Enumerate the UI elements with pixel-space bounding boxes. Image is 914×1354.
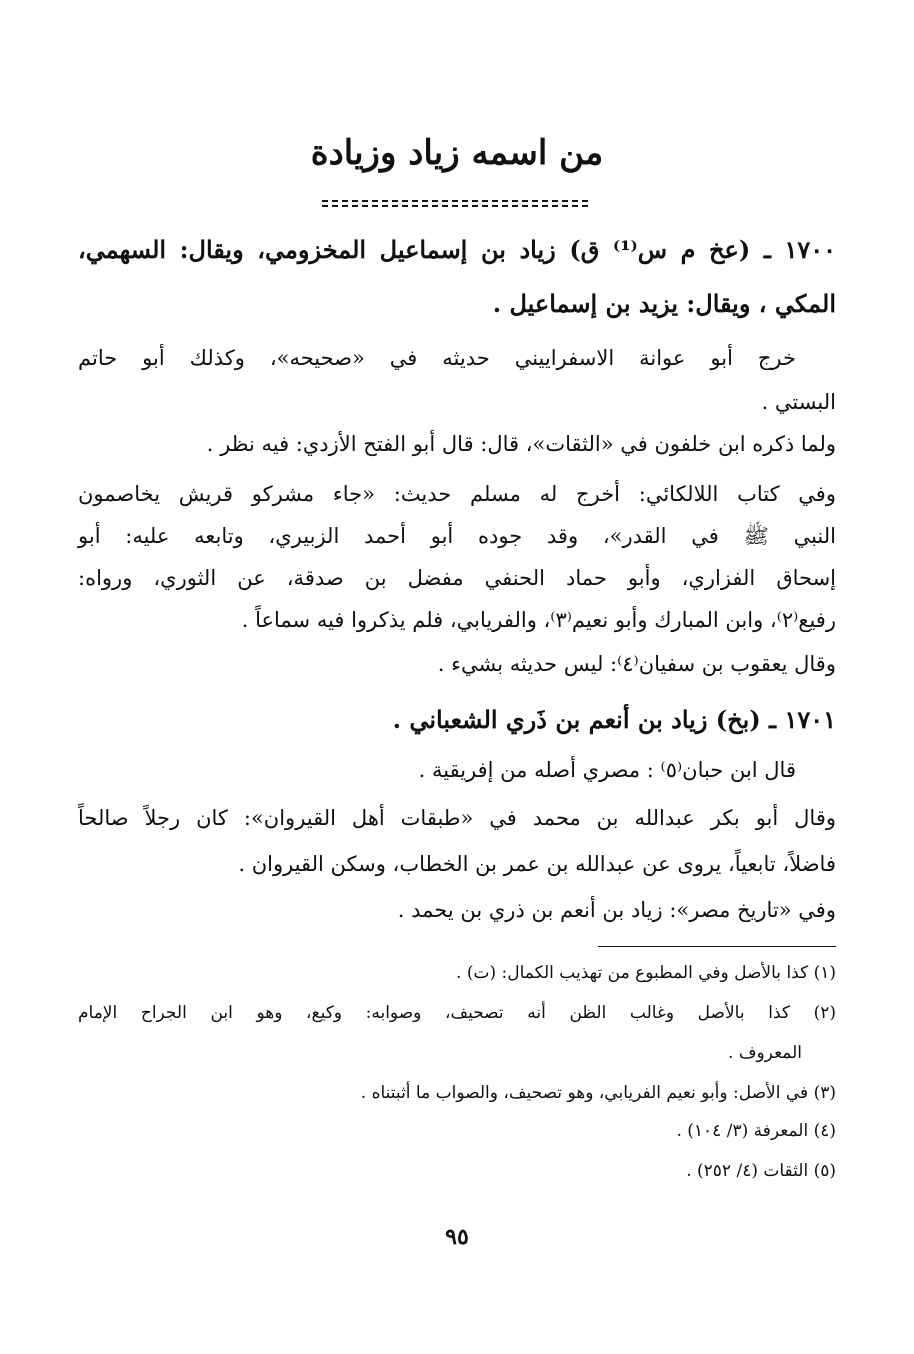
footnote-2-line-1: (٢) كذا بالأصل وغالب الظن أنه تصحيف، وصوابه: وكيع، وهو ابن الجراح الإمام: [78, 1003, 836, 1023]
page-number: ٩٥: [445, 1224, 469, 1250]
entry-1700-paragraph-3-line-2: النبي ﷺ في القدر»، وقد جوده أبو أحمد الزبيري، وتابعه عليه: أبو: [78, 524, 836, 548]
entry-1700-paragraph-3-line-1: وفي كتاب اللالكائي: أخرج له مسلم حديث: «جاء مشركو قريش يخاصمون: [78, 482, 836, 506]
footnote-1: (١) كذا بالأصل وفي المطبوع من تهذيب الكمال: (ت) .: [456, 963, 836, 983]
entry-1700-paragraph-3-line-4: رفيع⁽٢⁾، وابن المبارك وأبو نعيم⁽٣⁾، والفريابي، فلم يذكروا فيه سماعاً .: [241, 608, 836, 632]
entry-1701-paragraph-3: وفي «تاريخ مصر»: زياد بن أنعم بن ذري بن يحمد .: [397, 898, 836, 922]
footnote-5: (٥) الثقات (٤/ ٢٥٢) .: [686, 1161, 836, 1181]
entry-1700-paragraph-1-line-2: البستي .: [761, 390, 836, 414]
entry-1701-paragraph-1: قال ابن حبان⁽٥⁾ : مصري أصله من إفريقية .: [418, 758, 796, 782]
footnote-3: (٣) في الأصل: وأبو نعيم الفريابي، وهو تصحيف، والصواب ما أثبتناه .: [360, 1083, 836, 1103]
footnote-4: (٤) المعرفة (٣/ ١٠٤) .: [676, 1121, 836, 1141]
chapter-title: من اسمه زياد وزيادة: [310, 133, 604, 173]
title-divider: [322, 200, 588, 207]
entry-1700-heading-line-2: المكي ، ويقال: يزيد بن إسماعيل .: [492, 289, 836, 318]
entry-1701-heading: ١٧٠١ ـ (بخ) زياد بن أنعم بن ذَري الشعباني .: [392, 705, 836, 734]
footnote-divider: [598, 946, 836, 947]
entry-1700-paragraph-3-line-3: إسحاق الفزاري، وأبو حماد الحنفي مفضل بن صدقة، عن الثوري، ورواه:: [78, 566, 836, 590]
footnote-2-line-2: المعروف .: [728, 1043, 802, 1063]
entry-1700-paragraph-4: وقال يعقوب بن سفيان⁽٤⁾: ليس حديثه بشيء .: [437, 652, 836, 676]
entry-1701-paragraph-2-line-1: وقال أبو بكر عبدالله بن محمد في «طبقات أهل القيروان»: كان رجلاً صالحاً: [78, 806, 836, 830]
entry-1700-paragraph-1-line-1: خرج أبو عوانة الاسفراييني حديثه في «صحيحه»، وكذلك أبو حاتم: [78, 346, 796, 370]
entry-1701-paragraph-2-line-2: فاضلاً، تابعياً، يروى عن عبدالله بن عمر بن الخطاب، وسكن القيروان .: [238, 852, 836, 876]
entry-1700-paragraph-2: ولما ذكره ابن خلفون في «الثقات»، قال: قال أبو الفتح الأزدي: فيه نظر .: [206, 432, 836, 456]
entry-1700-heading-line-1: ١٧٠٠ ـ (عخ م س⁽¹⁾ ق) زياد بن إسماعيل المخزومي، ويقال: السهمي،: [78, 235, 836, 264]
